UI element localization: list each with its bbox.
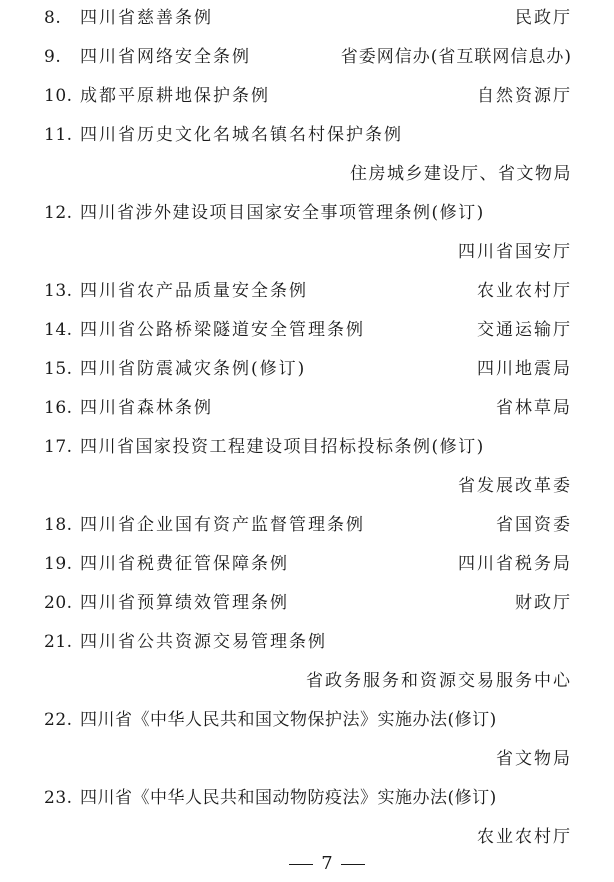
item-title: 四川省公路桥梁隧道安全管理条例 — [80, 320, 365, 340]
item-number: 23. — [44, 788, 73, 808]
list-item — [0, 550, 614, 578]
list-item-continuation — [0, 667, 614, 695]
item-title: 四川省网络安全条例 — [80, 47, 251, 67]
item-number: 15. — [44, 359, 73, 379]
list-item — [0, 394, 614, 422]
item-agency: 省政务服务和资源交易服务中心 — [306, 671, 572, 691]
item-agency: 自然资源厅 — [477, 86, 572, 106]
list-item-continuation — [0, 472, 614, 500]
list-item — [0, 4, 614, 32]
list-item — [0, 121, 614, 149]
item-title: 四川省公共资源交易管理条例 — [80, 632, 327, 652]
item-number: 9. — [44, 47, 62, 67]
item-agency: 住房城乡建设厅、省文物局 — [350, 164, 572, 184]
list-item-continuation — [0, 823, 614, 851]
list-item-continuation — [0, 238, 614, 266]
list-item — [0, 355, 614, 383]
item-number: 14. — [44, 320, 73, 340]
list-item — [0, 277, 614, 305]
footer-dash-right — [341, 864, 365, 865]
item-title: 四川省税费征管保障条例 — [80, 554, 289, 574]
item-number: 17. — [44, 437, 73, 457]
item-number: 8. — [44, 8, 62, 28]
item-agency: 四川省税务局 — [458, 554, 572, 574]
item-number: 10. — [44, 86, 73, 106]
item-number: 18. — [44, 515, 73, 535]
item-number: 20. — [44, 593, 73, 613]
page-number-footer — [0, 850, 614, 878]
item-title: 四川省防震减灾条例(修订) — [80, 359, 307, 379]
item-number: 12. — [44, 203, 73, 223]
item-agency: 农业农村厅 — [477, 281, 572, 301]
item-agency: 省国资委 — [496, 515, 572, 535]
list-item — [0, 511, 614, 539]
item-title: 四川省《中华人民共和国动物防疫法》实施办法(修订) — [80, 788, 497, 808]
page-number: 7 — [321, 853, 333, 874]
list-item-continuation — [0, 745, 614, 773]
item-agency: 省发展改革委 — [458, 476, 572, 496]
item-agency: 财政厅 — [515, 593, 572, 613]
item-number: 11. — [44, 125, 73, 145]
item-agency: 省文物局 — [496, 749, 572, 769]
item-agency: 四川地震局 — [477, 359, 572, 379]
item-number: 19. — [44, 554, 73, 574]
list-item — [0, 199, 614, 227]
item-agency: 省林草局 — [496, 398, 572, 418]
list-item — [0, 316, 614, 344]
item-agency: 省委网信办(省互联网信息办) — [340, 47, 572, 67]
item-agency: 农业农村厅 — [477, 827, 572, 847]
item-agency: 四川省国安厅 — [458, 242, 572, 262]
list-item-continuation — [0, 160, 614, 188]
item-number: 21. — [44, 632, 73, 652]
item-title: 四川省国家投资工程建设项目招标投标条例(修订) — [80, 437, 485, 457]
item-title: 四川省森林条例 — [80, 398, 213, 418]
item-number: 16. — [44, 398, 73, 418]
item-title: 四川省涉外建设项目国家安全事项管理条例(修订) — [80, 203, 485, 223]
list-item — [0, 628, 614, 656]
item-title: 四川省慈善条例 — [80, 8, 213, 28]
item-title: 四川省预算绩效管理条例 — [80, 593, 289, 613]
list-item — [0, 43, 614, 71]
item-agency: 交通运输厅 — [477, 320, 572, 340]
list-item — [0, 706, 614, 734]
list-item — [0, 433, 614, 461]
item-title: 四川省农产品质量安全条例 — [80, 281, 308, 301]
item-number: 22. — [44, 710, 73, 730]
item-title: 成都平原耕地保护条例 — [80, 86, 270, 106]
item-agency: 民政厅 — [515, 8, 572, 28]
list-item — [0, 589, 614, 617]
list-item — [0, 784, 614, 812]
item-title: 四川省《中华人民共和国文物保护法》实施办法(修订) — [80, 710, 497, 730]
item-title: 四川省历史文化名城名镇名村保护条例 — [80, 125, 403, 145]
item-title: 四川省企业国有资产监督管理条例 — [80, 515, 365, 535]
item-number: 13. — [44, 281, 73, 301]
list-item — [0, 82, 614, 110]
footer-dash-left — [289, 864, 313, 865]
